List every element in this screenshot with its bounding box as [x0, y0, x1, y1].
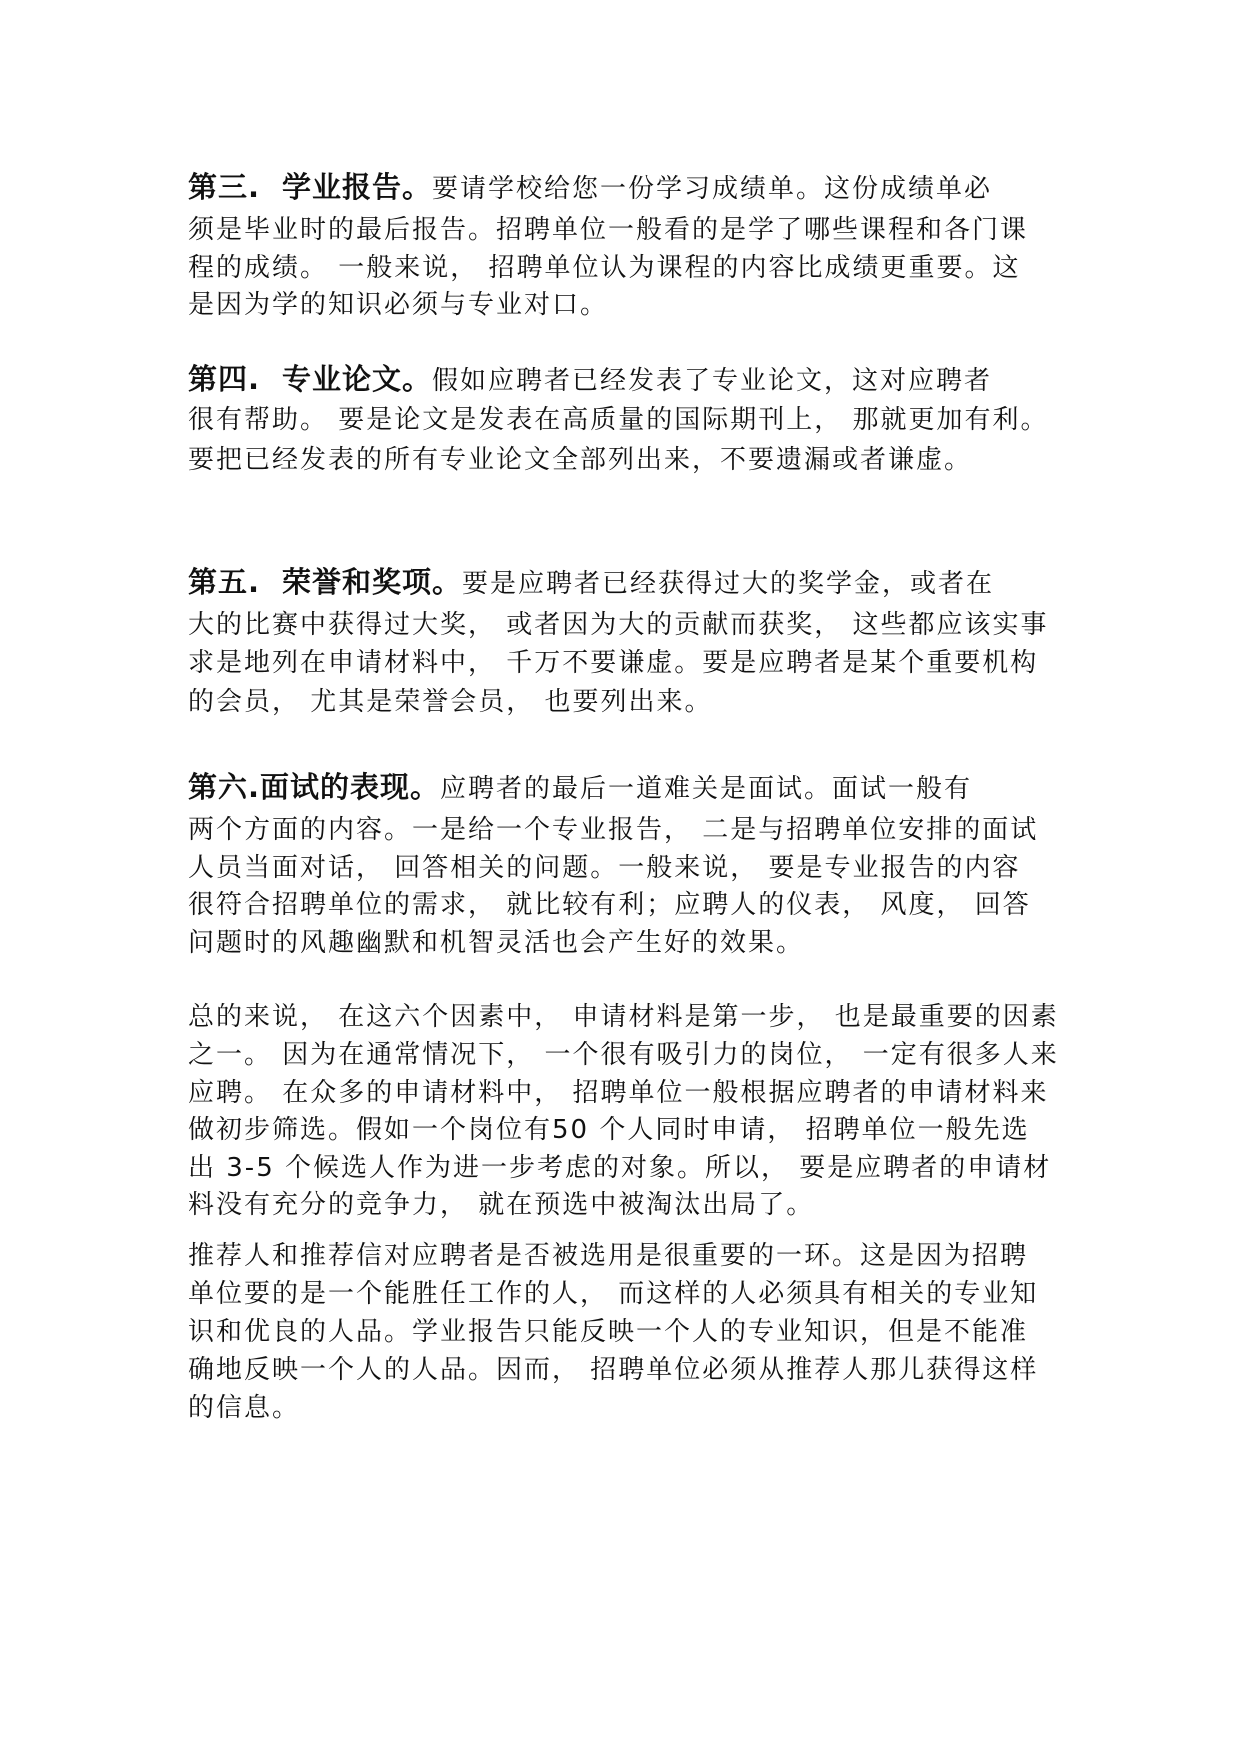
- section-title: 学业报告。: [282, 170, 433, 204]
- text-line: 求是地列在申请材料中， 千万不要谦虚。要是应聘者是某个重要机构: [188, 648, 1039, 678]
- section-heading: [188, 362, 992, 398]
- text-line: 应聘。 在众多的申请材料中， 招聘单位一般根据应聘者的申请材料来: [188, 1078, 1049, 1108]
- section-title: 专业论文。: [282, 362, 433, 396]
- text-line: 很符合招聘单位的需求， 就比较有利；应聘人的仪表， 风度， 回答: [188, 890, 1031, 920]
- text-line: 做初步筛选。假如一个岗位有50 个人同时申请， 招聘单位一般先选: [188, 1115, 1030, 1145]
- text-line: 推荐人和推荐信对应聘者是否被选用是很重要的一环。这是因为招聘: [188, 1241, 1029, 1271]
- section-title: 面试的表现。: [260, 770, 441, 804]
- text-line: 出 3-5 个候选人作为进一步考虑的对象。所以， 要是应聘者的申请材: [188, 1153, 1052, 1183]
- text-line: 很有帮助。 要是论文是发表在高质量的国际期刊上， 那就更加有利。: [188, 405, 1049, 435]
- section-lead: 要请学校给您一份学习成绩单。这份成绩单必: [432, 174, 993, 204]
- text-line: 是因为学的知识必须与专业对口。: [188, 290, 609, 320]
- text-line: 须是毕业时的最后报告。招聘单位一般看的是学了哪些课程和各门课: [188, 215, 1029, 245]
- section-number: 第三.: [188, 170, 261, 204]
- text-line: 料没有充分的竞争力， 就在预选中被淘汰出局了。: [188, 1190, 815, 1220]
- text-line: 单位要的是一个能胜任工作的人， 而这样的人必须具有相关的专业知: [188, 1279, 1039, 1309]
- section-number: 第六.: [188, 770, 261, 804]
- text-line: 确地反映一个人的人品。因而， 招聘单位必须从推荐人那儿获得这样: [188, 1355, 1039, 1385]
- text-line: 的信息。: [188, 1393, 301, 1423]
- text-line: 问题时的风趣幽默和机智灵活也会产生好的效果。: [188, 928, 805, 958]
- text-line: 程的成绩。 一般来说， 招聘单位认为课程的内容比成绩更重要。这: [188, 253, 1021, 283]
- section-lead: 应聘者的最后一道难关是面试。面试一般有: [440, 774, 973, 804]
- section-heading: [188, 565, 994, 601]
- section-number: 第四.: [188, 362, 261, 396]
- section-number: 第五.: [188, 565, 261, 599]
- text-line: 两个方面的内容。一是给一个专业报告， 二是与招聘单位安排的面试: [188, 815, 1039, 845]
- text-line: 之一。 因为在通常情况下， 一个很有吸引力的岗位， 一定有很多人来: [188, 1040, 1059, 1070]
- text-line: 要把已经发表的所有专业论文全部列出来，不要遗漏或者谦虚。: [188, 445, 973, 475]
- text-line: 大的比赛中获得过大奖， 或者因为大的贡献而获奖， 这些都应该实事: [188, 610, 1049, 640]
- section-title: 荣誉和奖项。: [282, 565, 463, 599]
- section-lead: 要是应聘者已经获得过大的奖学金，或者在: [462, 569, 995, 599]
- section-lead: 假如应聘者已经发表了专业论文，这对应聘者: [432, 366, 993, 396]
- text-line: 总的来说， 在这六个因素中， 申请材料是第一步， 也是最重要的因素: [188, 1002, 1059, 1032]
- section-heading: [188, 770, 972, 806]
- text-line: 识和优良的人品。学业报告只能反映一个人的专业知识，但是不能准: [188, 1317, 1029, 1347]
- text-line: 人员当面对话， 回答相关的问题。一般来说， 要是专业报告的内容: [188, 853, 1021, 883]
- section-heading: [188, 170, 992, 206]
- text-line: 的会员， 尤其是荣誉会员， 也要列出来。: [188, 687, 713, 717]
